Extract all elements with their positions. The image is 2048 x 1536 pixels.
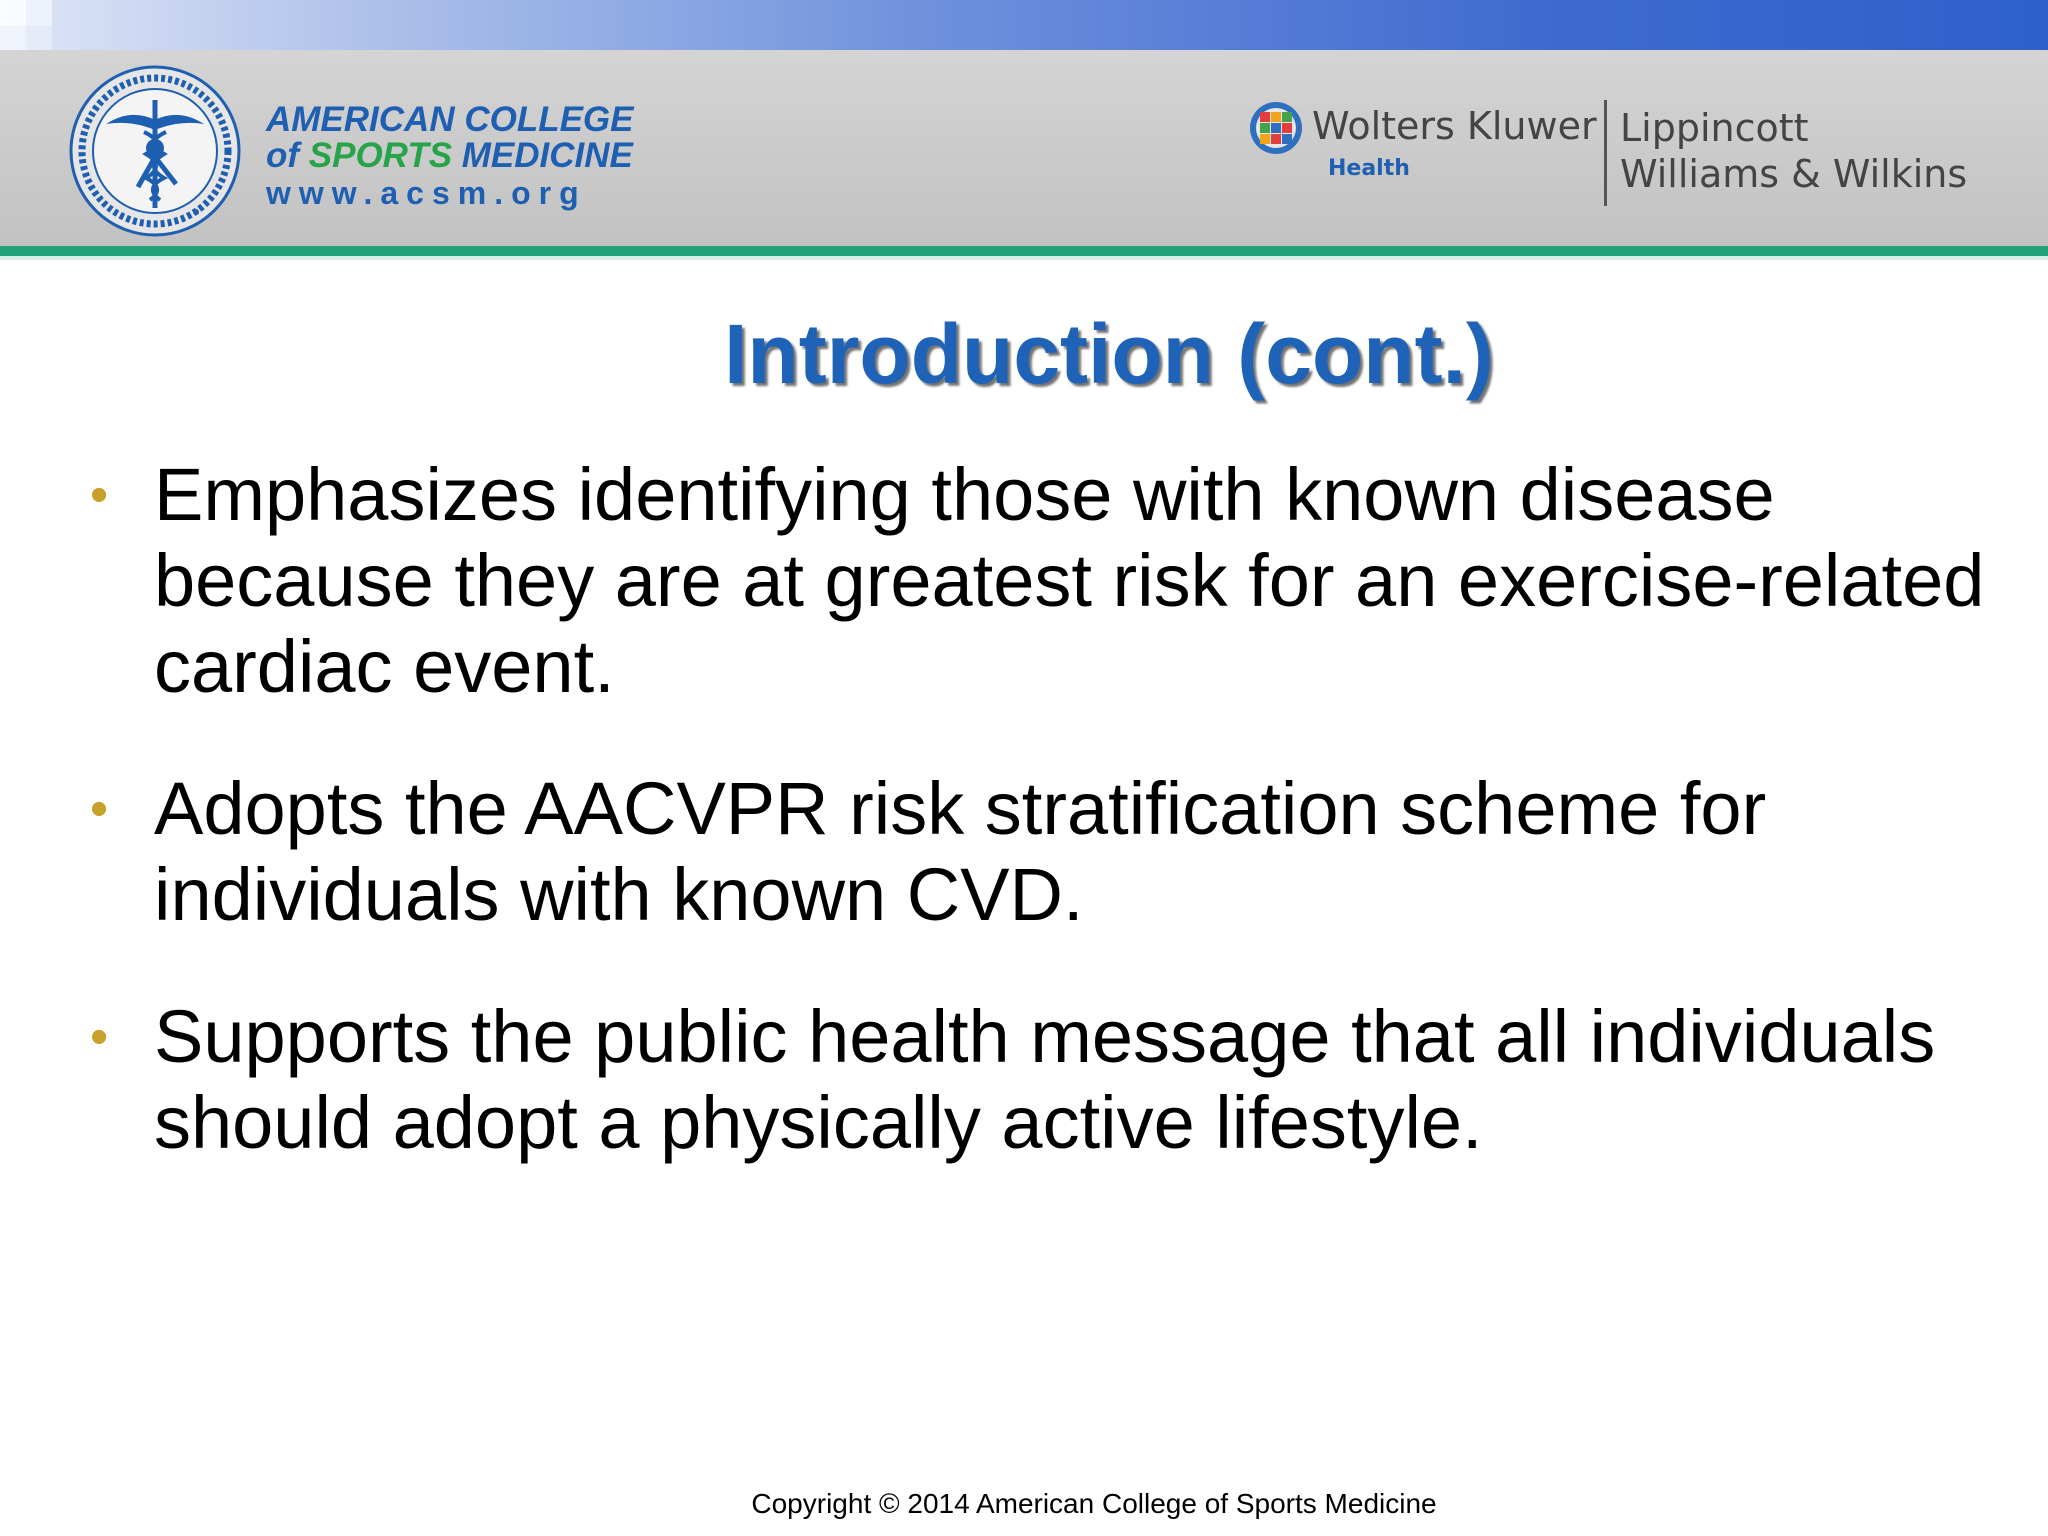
decor-square <box>26 0 52 26</box>
acsm-url: www.acsm.org <box>266 175 587 211</box>
decor-square <box>0 0 26 26</box>
wolters-kluwer-name: Wolters Kluwer <box>1312 104 1597 148</box>
bullet-text: Emphasizes identifying those with known disease because they are at greatest risk for an exercise-related cardiac event. <box>154 453 1985 708</box>
bullet-item <box>90 452 2010 710</box>
bullet-text: Adopts the AACVPR risk stratification scheme for individuals with known CVD. <box>154 767 1767 936</box>
wolters-kluwer-logo-icon <box>1248 100 1304 156</box>
top-gradient-strip <box>0 0 2048 50</box>
header-divider-light <box>0 256 2048 260</box>
header-divider <box>0 246 2048 256</box>
bullet-marker: • <box>90 780 109 838</box>
wolters-kluwer-health: Health <box>1328 156 1410 181</box>
lww-line-2: Williams & Wilkins <box>1620 152 1968 196</box>
acsm-line-2-suffix: MEDICINE <box>452 136 633 175</box>
bullet-list <box>90 452 2010 1166</box>
slide-title: Introduction (cont.) <box>724 307 1494 401</box>
bullet-marker: • <box>90 1008 109 1066</box>
acsm-seal-logo <box>66 62 244 240</box>
bullet-marker: • <box>90 466 109 524</box>
acsm-line-2-prefix: of <box>266 136 309 175</box>
bullet-item <box>90 994 2010 1166</box>
acsm-line-2-green: SPORTS <box>308 136 453 175</box>
bullet-text: Supports the public health message that all individuals should adopt a physically active lifestyle. <box>154 995 1936 1164</box>
logo-divider <box>1604 100 1607 206</box>
decor-square <box>0 26 26 50</box>
copyright-footer: Copyright © 2014 American College of Sports Medicine <box>751 1488 1437 1519</box>
acsm-line-2 <box>266 138 634 174</box>
lww-line-1: Lippincott <box>1620 106 1809 150</box>
decor-square <box>26 26 52 50</box>
bullet-item <box>90 766 2010 938</box>
acsm-line-1: AMERICAN COLLEGE <box>266 100 634 139</box>
acsm-wordmark <box>266 102 634 212</box>
